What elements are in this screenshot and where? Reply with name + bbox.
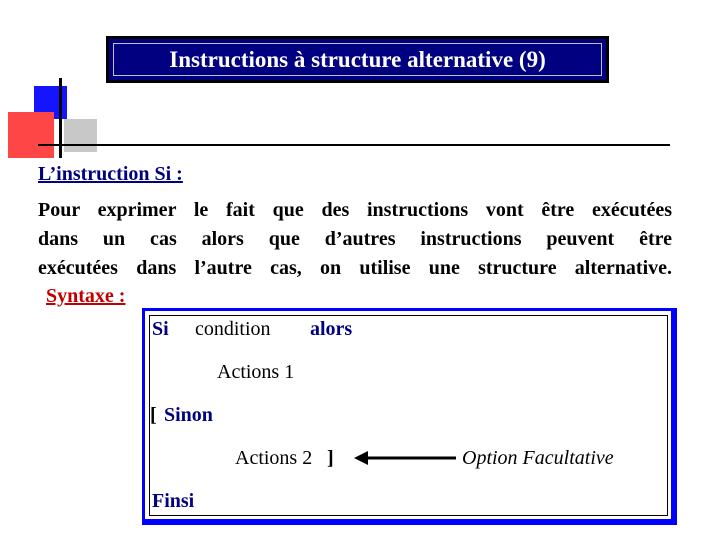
- paragraph-line: Pour exprimer le fait que des instructions vont être exécutées: [38, 199, 672, 221]
- keyword-sinon: Sinon: [164, 404, 213, 426]
- keyword-si: Si: [152, 318, 169, 340]
- keyword-finsi: Finsi: [152, 490, 195, 512]
- logo-grey-square: [64, 119, 97, 152]
- syntax-frame-inner: [149, 315, 668, 516]
- section-heading: L’instruction Si :: [38, 163, 183, 185]
- slide-title: Instructions à structure alternative (9): [169, 46, 546, 72]
- left-arrow-icon: [354, 448, 458, 468]
- keyword-alors: alors: [310, 318, 353, 340]
- logo-red-square: [8, 112, 54, 158]
- optional-open-bracket: [: [150, 404, 157, 426]
- title-inner-frame: [113, 43, 602, 76]
- paragraph-line: exécutées dans l’autre cas, on utilise une structure alternative.: [38, 257, 672, 279]
- optional-close-bracket: ]: [327, 447, 334, 469]
- syntax-actions-2: Actions 2: [235, 447, 313, 469]
- title-box: [106, 36, 609, 83]
- paragraph-line: dans un cas alors que d’autres instructions peuvent être: [38, 228, 672, 250]
- header-divider-line: [38, 144, 670, 146]
- syntax-label: Syntaxe :: [46, 285, 126, 307]
- syntax-actions-1: Actions 1: [217, 361, 295, 383]
- syntax-condition: condition: [195, 318, 271, 340]
- option-facultative-note: Option Facultative: [462, 447, 614, 469]
- logo-vertical-line: [59, 78, 62, 158]
- description-paragraph: [38, 196, 672, 283]
